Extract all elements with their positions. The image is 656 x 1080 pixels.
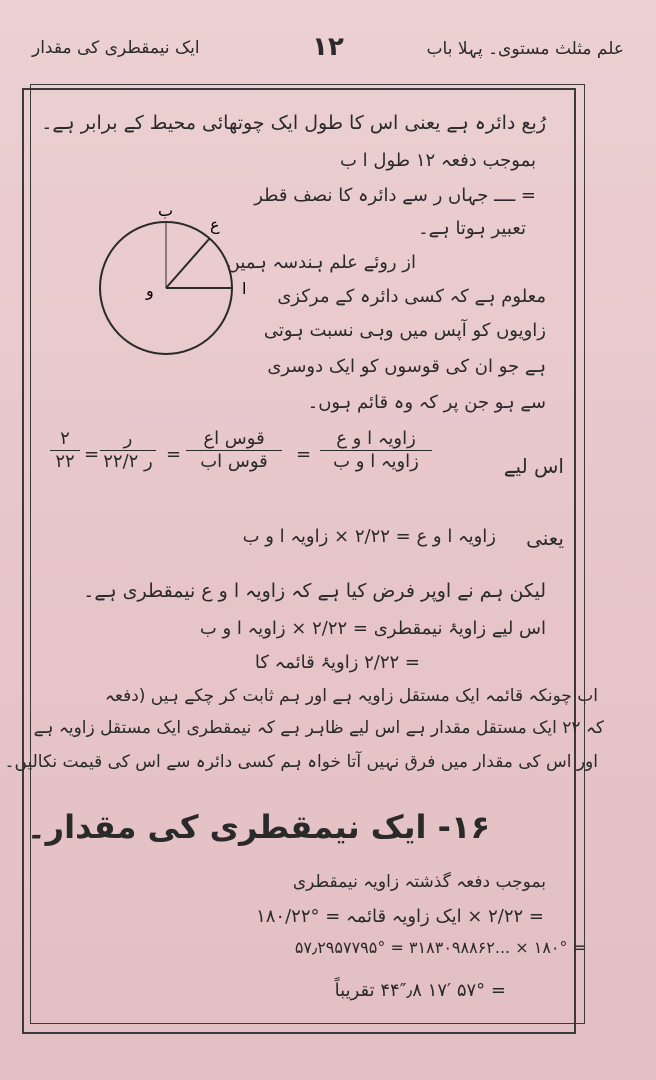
text-line: کہ ۲۲ ایک مستقل مقدار ہے اس لیے ظاہر ہے کہ نیمقطری ایک مستقل زاویہ ہے: [33, 718, 604, 738]
text-line: تعبیر ہوتا ہے۔: [418, 218, 526, 239]
calc-line: = ۲/۲۲ × ایک زاویہ قائمہ = °۱۸۰/۲۲: [256, 906, 544, 927]
equals-sign: =: [166, 444, 182, 465]
page-number: ۱۲: [312, 32, 344, 62]
fraction-angle-ratio: زاویہ ا و ع زاویہ ا و ب: [320, 428, 432, 472]
text-line: سے ہو جن پر کہ وہ قائم ہوں۔: [307, 392, 546, 413]
calc-line: = ۱۸۰° × ...۳۱۸۳۰۹۸۸۶۲ = ۵۷٫۲۹۵۷۷۹۵°: [294, 938, 586, 957]
point-label-e: ع: [210, 215, 220, 234]
point-label-b: ب: [158, 201, 174, 220]
section-number: ۱۶-: [437, 808, 490, 846]
section-heading: [26, 808, 490, 846]
calc-line: بموجب دفعہ گذشتہ زاویہ نیمقطری: [292, 872, 546, 892]
fraction-arc-ratio: قوس اع قوس اب: [186, 428, 282, 472]
equation-lead: اس لیے: [503, 454, 564, 478]
text-line: معلوم ہے کہ کسی دائرہ کے مرکزی: [277, 286, 546, 307]
equals-sign: =: [296, 444, 312, 465]
text-line: = ۲/۲۲ زاویۂ قائمہ کا: [254, 652, 420, 673]
quarter-circle-diagram: [92, 200, 272, 370]
text-line: لیکن ہم نے اوپر فرض کیا ہے کہ زاویہ ا و ع نیمقطری ہے۔: [83, 580, 546, 602]
header-book-title: علم مثلث مستوی۔ پہلا باب: [426, 39, 624, 59]
text-line: زاویہ ا و ع = ۲/۲۲ × زاویہ ا و ب: [242, 526, 496, 547]
equals-sign: =: [84, 444, 100, 465]
text-line: اب چونکہ قائمہ ایک مستقل زاویہ ہے اور ہم ثابت کر چکے ہیں (دفعہ: [104, 686, 598, 706]
calc-line: = ۵۷° ۱۷′ ۴۴″٫۸ تقریباً: [334, 980, 506, 1001]
text-line: بموجب دفعہ ۱۲ طول ا ب: [340, 150, 536, 171]
running-header: [20, 32, 636, 72]
fraction-result: ۲ ۲۲: [50, 428, 80, 472]
header-chapter-title: ایک نیمقطری کی مقدار: [32, 38, 200, 58]
text-line: اس لیے زاویۂ نیمقطری = ۲/۲۲ × زاویہ ا و ب: [199, 618, 546, 639]
text-line: از روئے علم ہندسہ ہمیں: [226, 252, 416, 273]
text-line: = ــــ جہاں ر سے دائرہ کا نصف قطر: [254, 185, 536, 206]
point-label-o: و: [146, 281, 154, 300]
text-line: ہے جو ان کی قوسوں کو ایک دوسری: [267, 356, 546, 377]
text-line: اور اس کی مقدار میں فرق نہیں آتا خواہ ہم کسی دائرہ سے اس کی قیمت نکالیں۔: [4, 752, 598, 772]
fraction-radius-ratio: ر ر ۲۲/۲: [100, 428, 156, 472]
section-title: ایک نیمقطری کی مقدار۔: [26, 808, 427, 846]
text-line: رُبع دائرہ ہے یعنی اس کا طول ایک چوتھائی محیط کے برابر ہے۔: [41, 112, 546, 134]
equation-lead: یعنی: [526, 526, 564, 550]
text-line: زاویوں کو آپس میں وہی نسبت ہوتی: [263, 320, 546, 341]
point-label-a: ا: [242, 279, 247, 298]
